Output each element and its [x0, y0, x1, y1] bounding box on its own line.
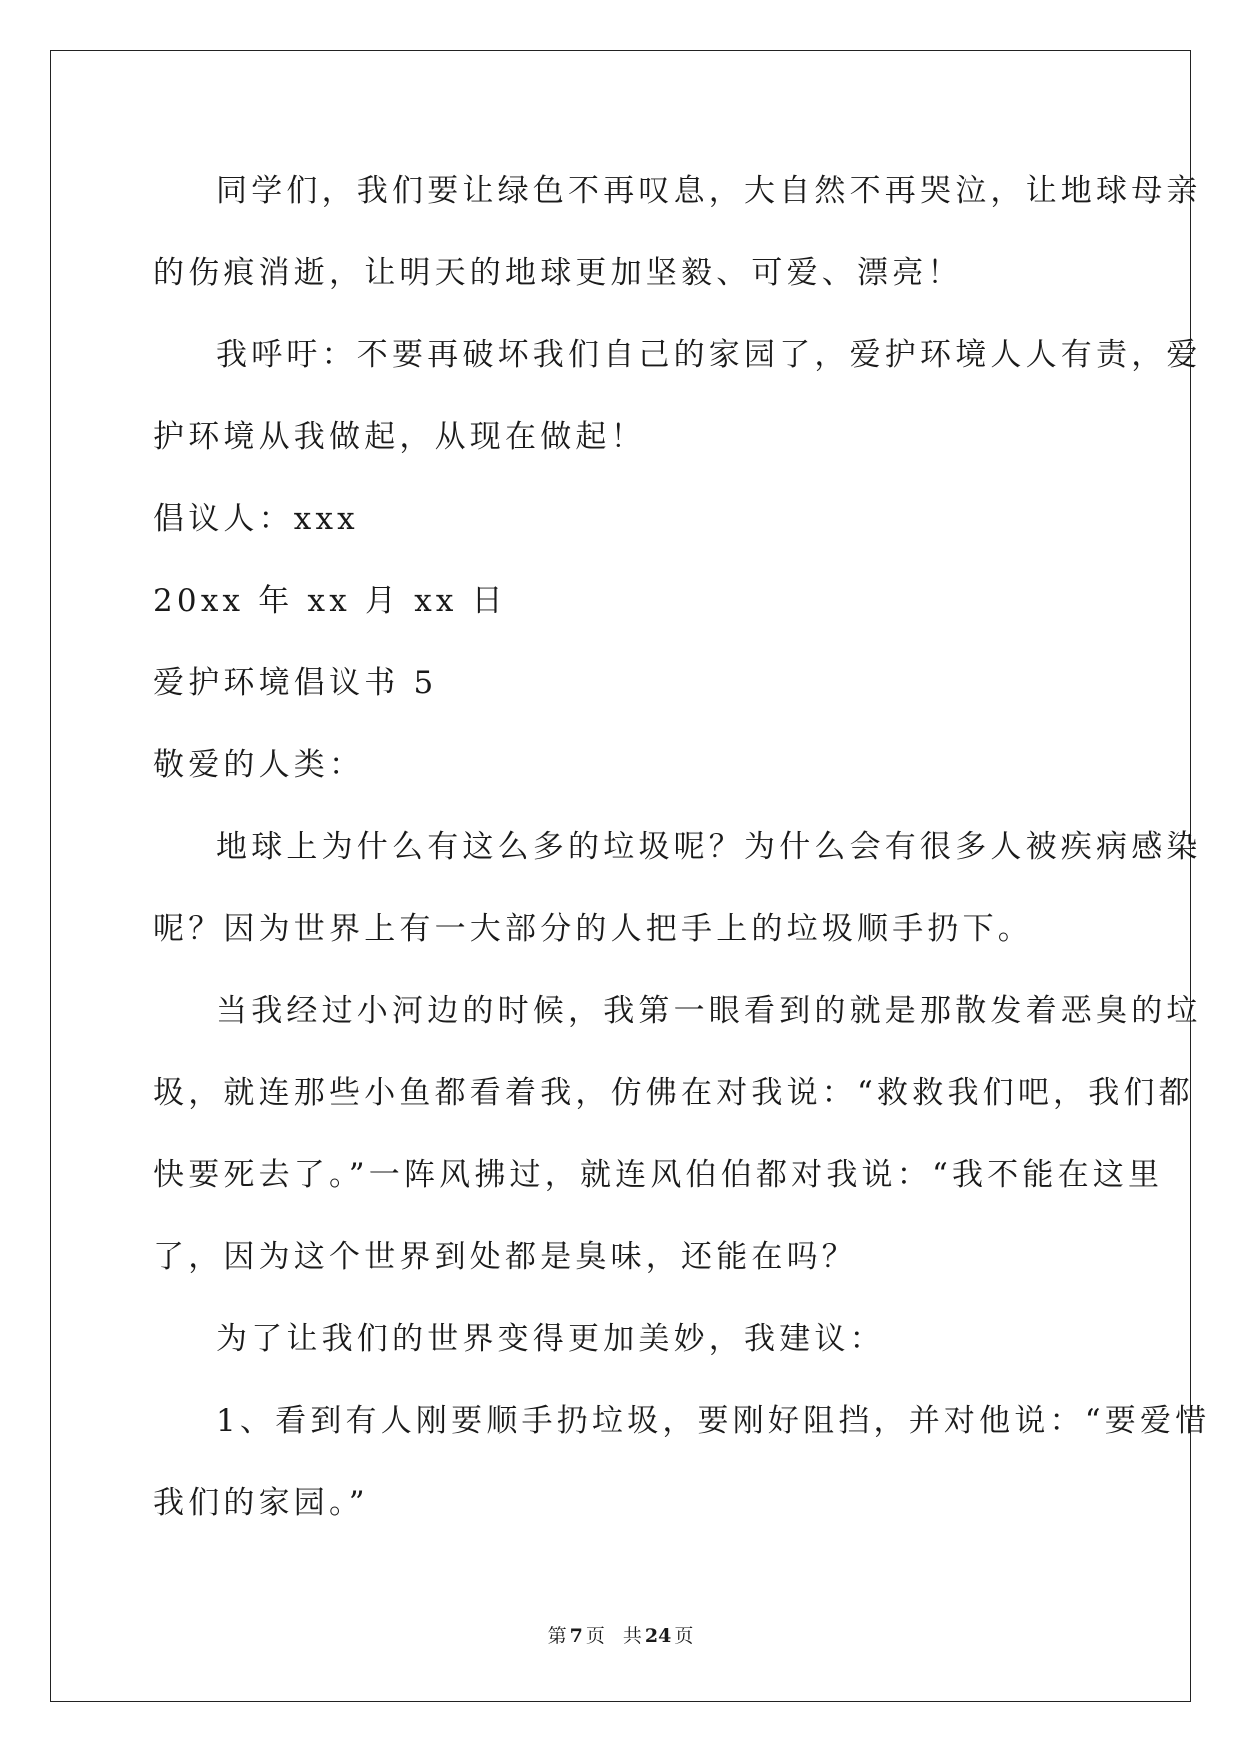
paragraph-line: 为了让我们的世界变得更加美妙，我建议：: [216, 1321, 885, 1357]
total-unit: 页: [674, 1625, 694, 1647]
page-prefix: 第: [547, 1625, 567, 1647]
page-current: 7: [569, 1625, 583, 1647]
paragraph-line: 的伤痕消逝，让明天的地球更加坚毅、可爱、漂亮！: [153, 255, 963, 291]
paragraph-line: 当我经过小河边的时候，我第一眼看到的就是那散发着恶臭的垃: [216, 993, 1202, 1029]
paragraph-line: 1、看到有人刚要顺手扔垃圾，要刚好阻挡，并对他说：“要爱惜: [216, 1403, 1211, 1439]
paragraph-line: 同学们，我们要让绿色不再叹息，大自然不再哭泣，让地球母亲: [216, 173, 1202, 209]
paragraph-line: 圾，就连那些小鱼都看着我，仿佛在对我说：“救救我们吧，我们都: [153, 1075, 1194, 1111]
document-body: [153, 162, 1211, 1556]
date-line: 20xx 年 xx 月 xx 日: [153, 583, 507, 619]
page-footer: [0, 1623, 1241, 1649]
paragraph-line: 了，因为这个世界到处都是臭味，还能在吗？: [153, 1239, 857, 1275]
page-total: 24: [644, 1625, 672, 1647]
section-title: 爱护环境倡议书 5: [153, 665, 438, 701]
salutation-line: 敬爱的人类：: [153, 747, 365, 783]
signatory-line: 倡议人：xxx: [153, 501, 359, 537]
paragraph-line: 我们的家园。”: [153, 1485, 369, 1521]
page-unit: 页: [585, 1625, 605, 1647]
total-prefix: 共: [622, 1625, 642, 1647]
paragraph-line: 护环境从我做起，从现在做起！: [153, 419, 646, 455]
paragraph-line: 地球上为什么有这么多的垃圾呢？为什么会有很多人被疾病感染: [216, 829, 1202, 865]
paragraph-line: 呢？因为世界上有一大部分的人把手上的垃圾顺手扔下。: [153, 911, 1033, 947]
paragraph-line: 快要死去了。”一阵风拂过，就连风伯伯都对我说：“我不能在这里: [153, 1157, 1164, 1193]
paragraph-line: 我呼吁：不要再破坏我们自己的家园了，爱护环境人人有责，爱: [216, 337, 1202, 373]
